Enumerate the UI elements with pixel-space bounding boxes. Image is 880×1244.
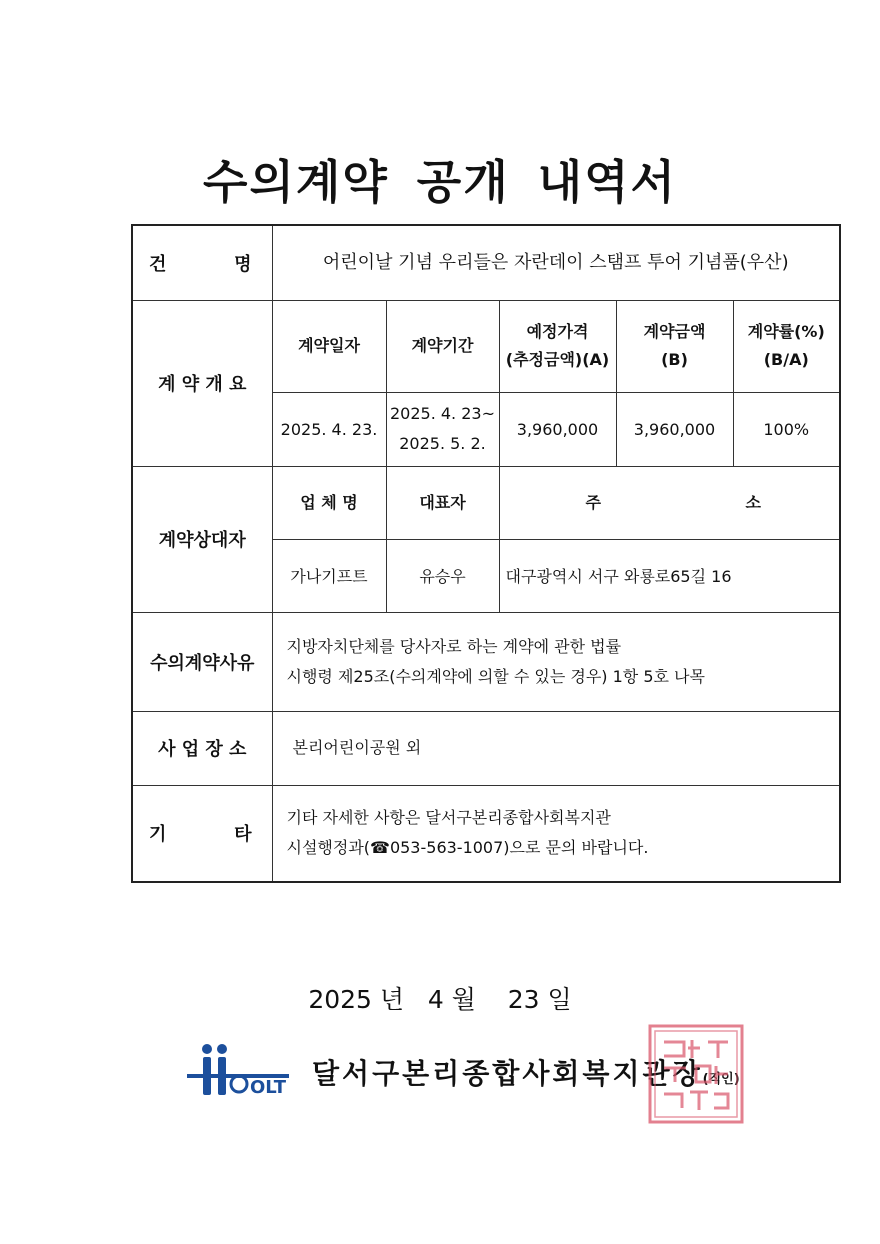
organization-name: 달서구본리종합사회복지관장 (312, 1057, 703, 1090)
label-char-2: 명 (234, 253, 252, 275)
reason-value (272, 612, 840, 711)
label-reason: 수의계약사유 (132, 612, 272, 711)
label-other (132, 785, 272, 882)
contract-amount-value: 3,960,000 (616, 392, 733, 466)
row-overview-header (132, 300, 840, 392)
date-month-unit: 월 (451, 985, 476, 1014)
date-day-unit: 일 (547, 985, 572, 1014)
date-year: 2025 (308, 985, 372, 1014)
document-date (0, 980, 880, 1016)
row-place (132, 711, 840, 785)
official-seal-stamp (646, 1022, 746, 1126)
reason-line-2: 시행령 제25조(수의계약에 의할 수 있는 경우) 1항 5호 나목 (286, 666, 705, 686)
header-address (499, 466, 840, 539)
representative-value: 유승우 (386, 539, 499, 612)
other-value (272, 785, 840, 882)
address-value: 대구광역시 서구 와룡로65길 16 (499, 539, 840, 612)
contract-table (131, 224, 841, 883)
date-month: 4 (427, 985, 444, 1014)
other-line-1: 기타 자세한 사항은 달서구본리종합사회복지관 (286, 808, 611, 828)
contract-name-value: 어린이날 기념 우리들은 자란데이 스탬프 투어 기념품(우산) (272, 225, 840, 300)
label-counterparty: 계약상대자 (132, 466, 272, 612)
company-value: 가나기프트 (272, 539, 386, 612)
page-title: 수의계약 공개 내역서 (203, 155, 677, 209)
row-other (132, 785, 840, 882)
header-contract-date: 계약일자 (272, 300, 386, 392)
contract-rate-value: 100% (733, 392, 840, 466)
header-representative: 대표자 (386, 466, 499, 539)
period-start: 2025. 4. 23~ (389, 404, 495, 423)
header-address-1: 주 (585, 492, 601, 512)
row-reason (132, 612, 840, 711)
place-value: 본리어린이공원 외 (272, 711, 840, 785)
date-year-unit: 년 (379, 985, 405, 1014)
label-other-char-1: 기 (149, 824, 167, 846)
label-overview: 계 약 개 요 (132, 300, 272, 466)
other-line-2: 시설행정과(☎053-563-1007)으로 문의 바랍니다. (286, 838, 649, 858)
seal-note: (직인) (702, 1072, 740, 1087)
label-other-char-2: 타 (234, 824, 252, 846)
label-contract-name (132, 225, 272, 300)
logo-text: OLT (250, 1077, 287, 1098)
row-contract-name (132, 225, 840, 300)
contract-date-value: 2025. 4. 23. (272, 392, 386, 466)
header-contract-period: 계약기간 (386, 300, 499, 392)
header-contract-rate: 계약률(%) (B/A) (733, 300, 840, 392)
period-end: 2025. 5. 2. (399, 434, 486, 453)
header-company: 업 체 명 (272, 466, 386, 539)
date-day: 23 (507, 985, 540, 1014)
header-estimated-price: 예정가격 (추정금액)(A) (499, 300, 616, 392)
organization-logo (185, 1040, 295, 1100)
estimated-price-value: 3,960,000 (499, 392, 616, 466)
label-place: 사 업 장 소 (132, 711, 272, 785)
label-char-1: 건 (149, 253, 167, 275)
header-address-2: 소 (745, 492, 761, 512)
row-counterparty-header (132, 466, 840, 539)
header-contract-amount: 계약금액 (B) (616, 300, 733, 392)
reason-line-1: 지방자치단체를 당사자로 하는 계약에 관한 법률 (286, 636, 622, 656)
contract-period-value (386, 392, 499, 466)
